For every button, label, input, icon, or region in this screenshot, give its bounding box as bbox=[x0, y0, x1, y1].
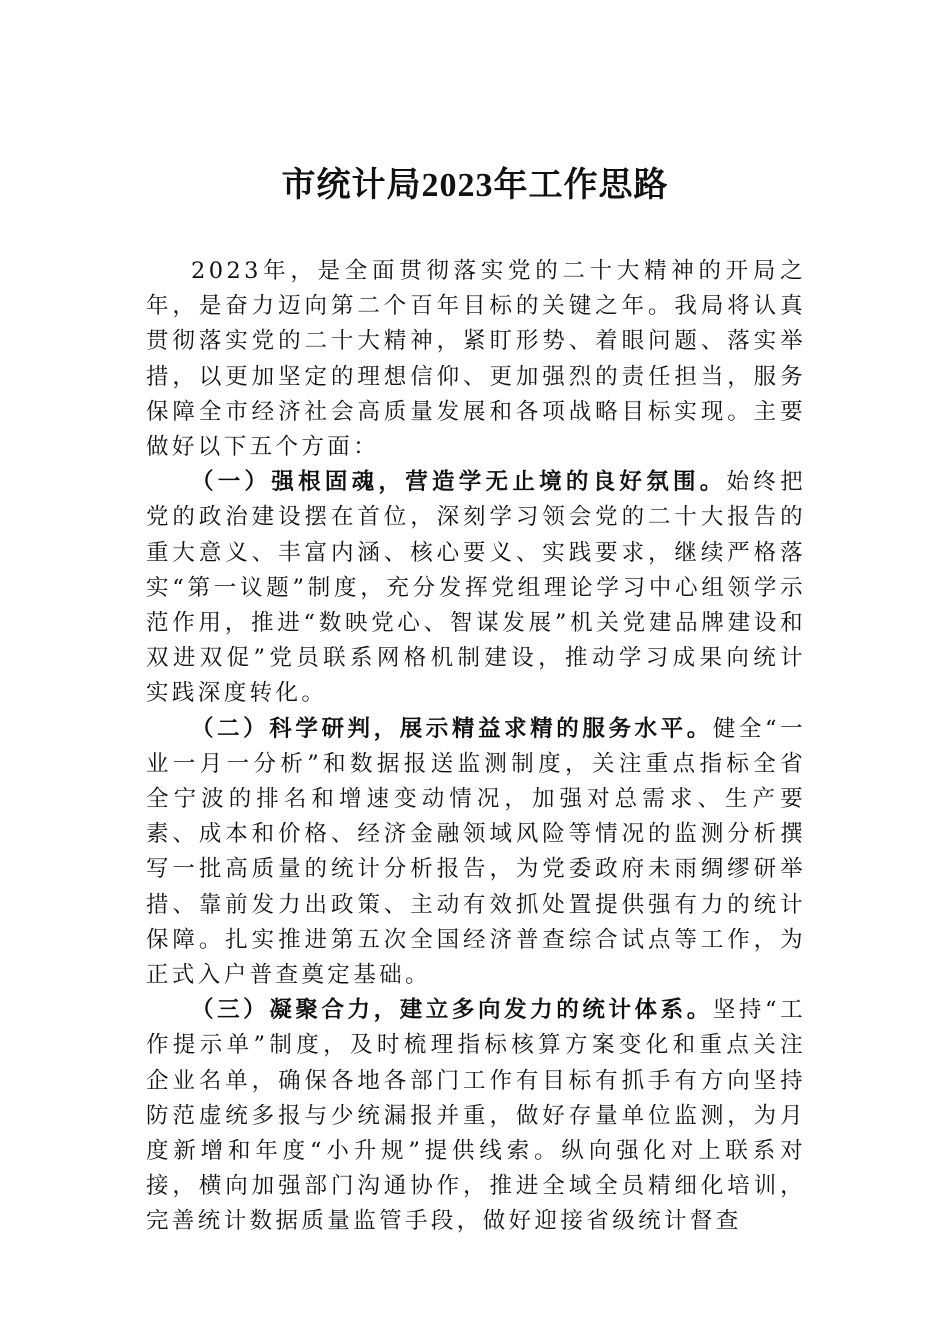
section-text-3: 坚持“工作提示单”制度，及时梳理指标核算方案变化和重点关注企业名单，确保各地各部门工作有目标有抓手有方向坚持防范虚统多报与少统漏报并重，做好存量单位监测，为月度新增和年度“小升规”提供线索。纵向强化对上联系对接，横向加强部门沟通协作，推进全域全员精细化培训，完善统计数据质量监管手段，做好迎接省级统计督查 bbox=[146, 997, 806, 1235]
section-text-1: 始终把党的政治建设摆在首位，深刻学习领会党的二十大报告的重大意义、丰富内涵、核心要义、实践要求，继续严格落实“第一议题”制度，充分发挥党组理论学习中心组领学示范作用，推进“数映党心、智谋发展”机关党建品牌建设和双进双促”党员联系网格机制建设，推动学习成果向统计实践深度转化。 bbox=[146, 469, 806, 707]
intro-paragraph: 2023年，是全面贯彻落实党的二十大精神的开局之年，是奋力迈向第二个百年目标的关键之年。我局将认真贯彻落实党的二十大精神，紧盯形势、着眼问题、落实举措，以更加坚定的理想信仰、更加强烈的责任担当，服务保障全市经济社会高质量发展和各项战略目标实现。主要做好以下五个方面： bbox=[146, 258, 806, 461]
section-paragraph-2 bbox=[146, 712, 806, 994]
section-heading-3: （三）凝聚合力，建立多向发力的统计体系。 bbox=[191, 997, 713, 1024]
section-text-2: 健全“一业一月一分析”和数据报送监测制度，关注重点指标全省全宁波的排名和增速变动情况，加强对总需求、生产要素、成本和价格、经济金融领域风险等情况的监测分析撰写一批高质量的统计分析报告，为党委政府未雨绸缪研举措、靠前发力出政策、主动有效抓处置提供强有力的统计保障。扎实推进第五次全国经济普查综合试点等工作，为正式入户普查奠定基础。 bbox=[146, 715, 806, 989]
section-paragraph-3 bbox=[146, 993, 806, 1239]
document-title: 市统计局2023年工作思路 bbox=[281, 167, 669, 204]
section-heading-2: （二）科学研判，展示精益求精的服务水平。 bbox=[191, 715, 713, 742]
section-heading-1: （一）强根固魂，营造学无止境的良好氛围。 bbox=[191, 469, 727, 496]
document-body bbox=[146, 254, 806, 1240]
section-paragraph-1 bbox=[146, 465, 806, 711]
